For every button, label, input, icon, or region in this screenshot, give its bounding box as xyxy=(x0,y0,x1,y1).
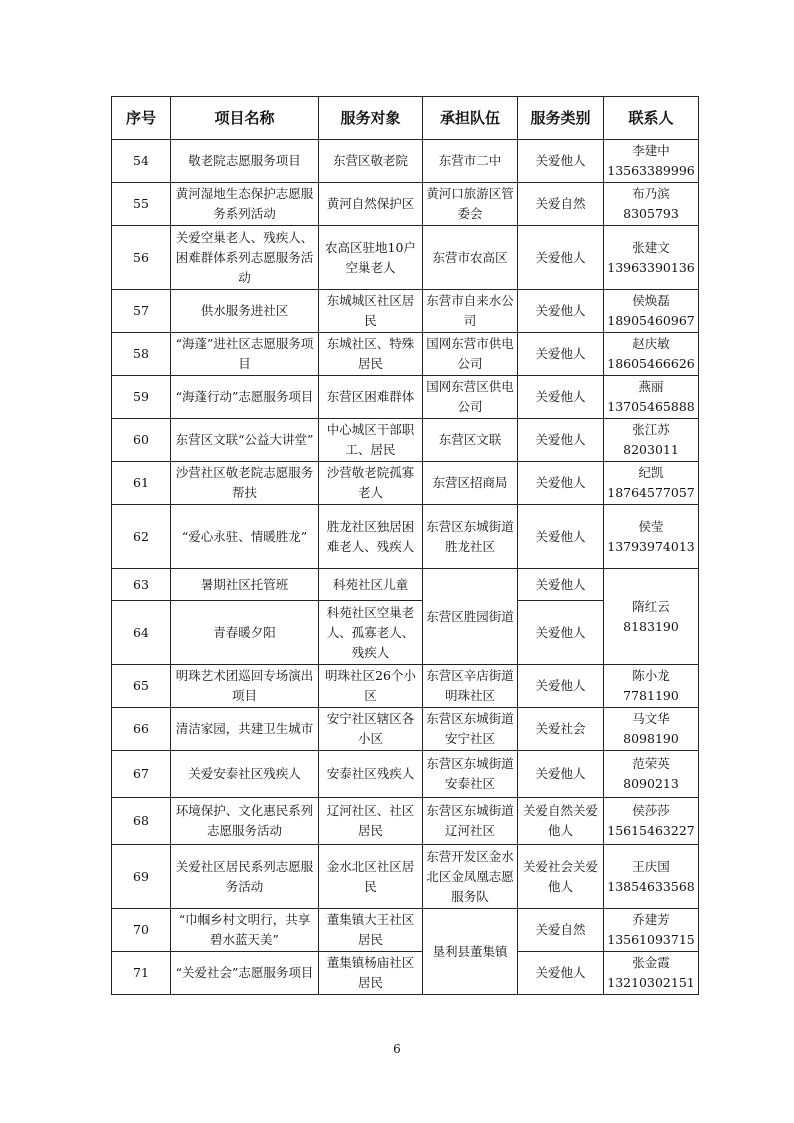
category: 关爱他人 xyxy=(518,140,604,183)
contact-phone: 7781190 xyxy=(623,688,679,703)
contact-name: 陈小龙 xyxy=(632,668,670,683)
contact xyxy=(604,708,699,751)
row-no: 62 xyxy=(112,505,171,569)
table-row xyxy=(112,952,699,995)
contact xyxy=(604,798,699,845)
service-target: 沙营敬老院孤寡老人 xyxy=(319,462,423,505)
header-team: 承担队伍 xyxy=(423,97,518,140)
service-target: 东城城区社区居民 xyxy=(319,290,423,333)
table-row xyxy=(112,226,699,290)
team: 国网东营市供电公司 xyxy=(423,333,518,376)
contact-phone: 13561093715 xyxy=(607,932,695,947)
table-row xyxy=(112,462,699,505)
team: 东营区东城街道辽河社区 xyxy=(423,798,518,845)
contact-phone: 8305793 xyxy=(623,206,679,221)
project-name: “海蓬行动”志愿服务项目 xyxy=(171,376,319,419)
category: 关爱他人 xyxy=(518,333,604,376)
contact-name: 纪凯 xyxy=(638,465,664,480)
project-name: 青春暖夕阳 xyxy=(171,601,319,665)
table-row xyxy=(112,569,699,601)
team: 黄河口旅游区管委会 xyxy=(423,183,518,226)
row-no: 66 xyxy=(112,708,171,751)
project-name: 关爱安泰社区残疾人 xyxy=(171,751,319,798)
category: 关爱他人 xyxy=(518,290,604,333)
project-name: “关爱社会”志愿服务项目 xyxy=(171,952,319,995)
contact-phone: 15615463227 xyxy=(607,823,695,838)
page-number: 6 xyxy=(393,1042,401,1056)
contact-phone: 13963390136 xyxy=(607,259,695,275)
header-no: 序号 xyxy=(112,97,171,140)
row-no: 69 xyxy=(112,845,171,909)
project-name: “巾帼乡村文明行，共享碧水蓝天美” xyxy=(171,909,319,952)
row-no: 64 xyxy=(112,601,171,665)
category: 关爱社会 xyxy=(518,708,604,751)
project-name: 供水服务进社区 xyxy=(171,290,319,333)
contact xyxy=(604,845,699,909)
contact-name: 燕丽 xyxy=(638,379,664,394)
team: 东营市二中 xyxy=(423,140,518,183)
team: 垦利县董集镇 xyxy=(423,909,518,995)
service-target: 明珠社区26个小区 xyxy=(319,665,423,708)
contact-name: 李建中 xyxy=(632,143,670,158)
table-row xyxy=(112,751,699,798)
header-project-name: 项目名称 xyxy=(171,97,319,140)
contact xyxy=(604,290,699,333)
row-no: 61 xyxy=(112,462,171,505)
category: 关爱他人 xyxy=(518,505,604,569)
contact-phone: 13563389996 xyxy=(607,163,695,178)
row-no: 56 xyxy=(112,226,171,290)
category: 关爱他人 xyxy=(518,569,604,601)
team: 东营区招商局 xyxy=(423,462,518,505)
category: 关爱社会关爱他人 xyxy=(518,845,604,909)
contact-name: 范荣英 xyxy=(632,756,670,771)
row-no: 55 xyxy=(112,183,171,226)
project-name: 东营区文联“公益大讲堂” xyxy=(171,419,319,462)
contact-phone: 13705465888 xyxy=(607,399,695,414)
contact-name: 侯莎莎 xyxy=(632,803,670,818)
table-row xyxy=(112,419,699,462)
contact-name: 侯焕磊 xyxy=(632,293,670,308)
contact xyxy=(604,333,699,376)
table-row xyxy=(112,708,699,751)
service-target: 金水北区社区居民 xyxy=(319,845,423,909)
service-target: 安泰社区残疾人 xyxy=(319,751,423,798)
contact xyxy=(604,462,699,505)
row-no: 57 xyxy=(112,290,171,333)
contact-name: 张建文 xyxy=(632,239,670,255)
category: 关爱他人 xyxy=(518,376,604,419)
project-name: “海蓬”进社区志愿服务项目 xyxy=(171,333,319,376)
service-target: 东营区敬老院 xyxy=(319,140,423,183)
row-no: 58 xyxy=(112,333,171,376)
project-name: 暑期社区托管班 xyxy=(171,569,319,601)
header-contact: 联系人 xyxy=(604,97,699,140)
contact-phone: 13210302151 xyxy=(607,975,695,990)
contact-name: 乔建芳 xyxy=(632,912,670,927)
service-target: 科苑社区空巢老人、孤寡老人、残疾人 xyxy=(319,601,423,665)
team: 东营市自来水公司 xyxy=(423,290,518,333)
project-name: 关爱空巢老人、残疾人、困难群体系列志愿服务活动 xyxy=(171,226,319,290)
service-target: 安宁社区辖区各小区 xyxy=(319,708,423,751)
row-no: 71 xyxy=(112,952,171,995)
contact-phone: 18905460967 xyxy=(607,313,695,328)
project-name: 明珠艺术团巡回专场演出项目 xyxy=(171,665,319,708)
team: 东营区东城街道安宁社区 xyxy=(423,708,518,751)
contact xyxy=(604,505,699,569)
service-target: 科苑社区儿童 xyxy=(319,569,423,601)
team: 东营区辛店街道明珠社区 xyxy=(423,665,518,708)
contact-name: 侯莹 xyxy=(638,518,664,534)
table-row xyxy=(112,798,699,845)
project-name: 沙营社区敬老院志愿服务帮扶 xyxy=(171,462,319,505)
project-name: 清洁家园，共建卫生城市 xyxy=(171,708,319,751)
contact xyxy=(604,376,699,419)
team: 东营区东城街道胜龙社区 xyxy=(423,505,518,569)
header-service-target: 服务对象 xyxy=(319,97,423,140)
contact-name: 布乃滨 xyxy=(632,186,670,201)
contact xyxy=(604,952,699,995)
category: 关爱自然 xyxy=(518,909,604,952)
team: 东营市农高区 xyxy=(423,226,518,290)
contact-name: 马文华 xyxy=(632,711,670,726)
table-row xyxy=(112,333,699,376)
row-no: 54 xyxy=(112,140,171,183)
category: 关爱自然 xyxy=(518,183,604,226)
contact xyxy=(604,140,699,183)
category: 关爱他人 xyxy=(518,226,604,290)
service-target: 中心城区干部职工、居民 xyxy=(319,419,423,462)
row-no: 68 xyxy=(112,798,171,845)
project-name: 黄河湿地生态保护志愿服务系列活动 xyxy=(171,183,319,226)
service-target: 辽河社区、社区居民 xyxy=(319,798,423,845)
row-no: 65 xyxy=(112,665,171,708)
contact-phone: 8098190 xyxy=(623,731,679,746)
service-target: 董集镇大王社区居民 xyxy=(319,909,423,952)
table-header-row xyxy=(112,97,699,140)
contact-name: 王庆国 xyxy=(632,858,670,874)
contact xyxy=(604,751,699,798)
contact-phone: 18764577057 xyxy=(607,485,695,500)
service-target: 东城社区、特殊居民 xyxy=(319,333,423,376)
contact-phone: 8090213 xyxy=(623,776,679,791)
service-target: 胜龙社区独居困难老人、残疾人 xyxy=(319,505,423,569)
row-no: 59 xyxy=(112,376,171,419)
service-target: 黄河自然保护区 xyxy=(319,183,423,226)
contact xyxy=(604,909,699,952)
contact xyxy=(604,419,699,462)
contact-name: 张金霞 xyxy=(632,955,670,970)
service-target: 农高区驻地10户空巢老人 xyxy=(319,226,423,290)
contact xyxy=(604,665,699,708)
project-name: 环境保护、文化惠民系列志愿服务活动 xyxy=(171,798,319,845)
team: 东营开发区金水北区金凤凰志愿服务队 xyxy=(423,845,518,909)
contact xyxy=(604,183,699,226)
volunteer-project-table xyxy=(111,96,699,995)
project-name: “爱心永驻、情暖胜龙” xyxy=(171,505,319,569)
category: 关爱他人 xyxy=(518,952,604,995)
header-category: 服务类别 xyxy=(518,97,604,140)
row-no: 70 xyxy=(112,909,171,952)
project-name: 敬老院志愿服务项目 xyxy=(171,140,319,183)
category: 关爱他人 xyxy=(518,419,604,462)
category: 关爱他人 xyxy=(518,751,604,798)
contact-phone: 13793974013 xyxy=(607,538,695,554)
contact-name: 隋红云 xyxy=(632,598,670,614)
table-row xyxy=(112,183,699,226)
row-no: 60 xyxy=(112,419,171,462)
contact-phone: 13854633568 xyxy=(607,878,695,894)
team: 东营区东城街道安泰社区 xyxy=(423,751,518,798)
table-row xyxy=(112,290,699,333)
contact-name: 赵庆敏 xyxy=(632,336,670,351)
category: 关爱他人 xyxy=(518,462,604,505)
category: 关爱他人 xyxy=(518,601,604,665)
team: 东营区文联 xyxy=(423,419,518,462)
row-no: 67 xyxy=(112,751,171,798)
table-row xyxy=(112,665,699,708)
table-row xyxy=(112,909,699,952)
team: 国网东营区供电公司 xyxy=(423,376,518,419)
table-row xyxy=(112,376,699,419)
table-row xyxy=(112,505,699,569)
project-name: 关爱社区居民系列志愿服务活动 xyxy=(171,845,319,909)
contact-name: 张江苏 xyxy=(632,422,670,437)
contact xyxy=(604,226,699,290)
category: 关爱自然关爱他人 xyxy=(518,798,604,845)
row-no: 63 xyxy=(112,569,171,601)
table-row xyxy=(112,845,699,909)
service-target: 董集镇杨庙社区居民 xyxy=(319,952,423,995)
contact xyxy=(604,569,699,665)
service-target: 东营区困难群体 xyxy=(319,376,423,419)
contact-phone: 18605466626 xyxy=(607,356,695,371)
category: 关爱他人 xyxy=(518,665,604,708)
table-row xyxy=(112,140,699,183)
team: 东营区胜园街道 xyxy=(423,569,518,665)
contact-phone: 8203011 xyxy=(623,442,679,457)
contact-phone: 8183190 xyxy=(623,618,679,634)
